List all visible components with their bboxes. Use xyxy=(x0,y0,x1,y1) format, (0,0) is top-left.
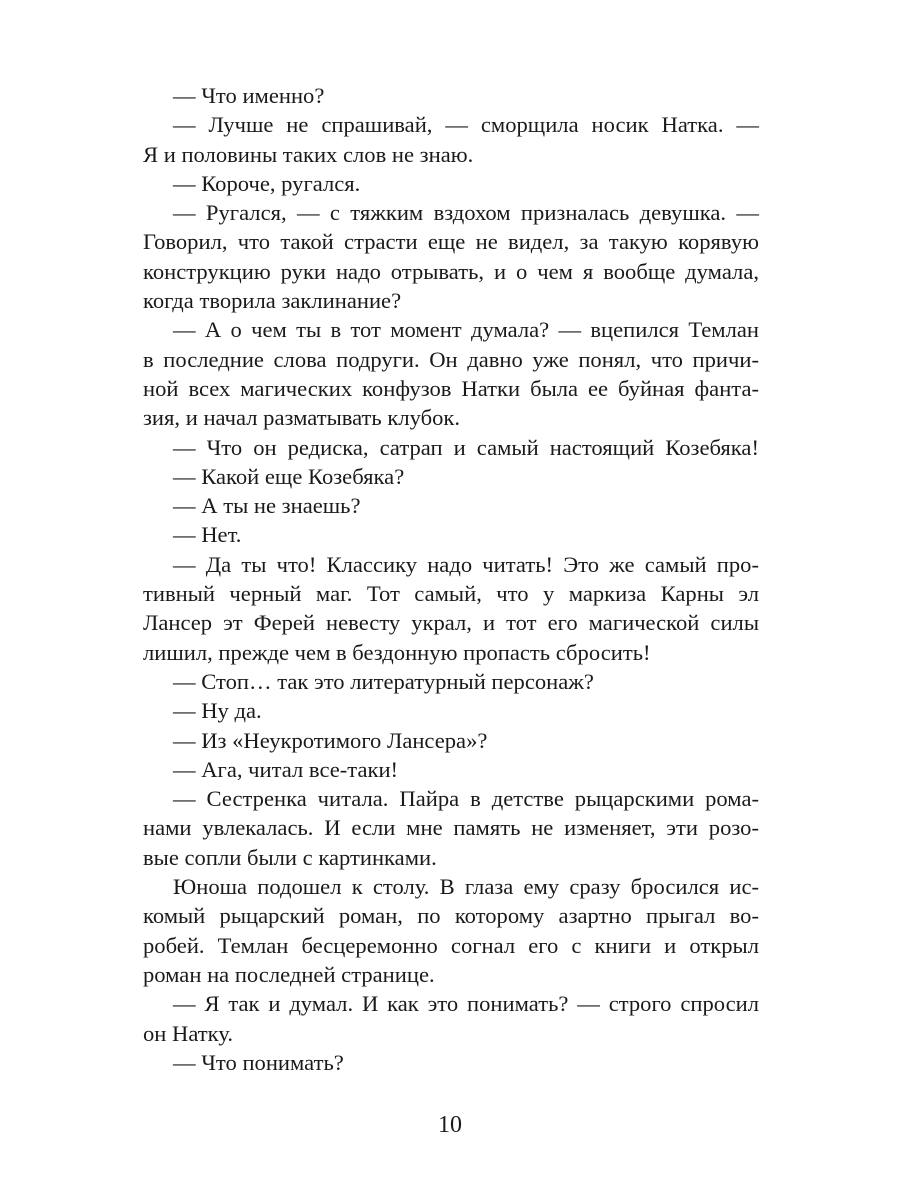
text-line: — Сестренка читала. Пайра в детстве рыцарскими рома- xyxy=(173,786,759,812)
text-line: конструкцию руки надо отрывать, и о чем я вообще думала, xyxy=(143,258,759,284)
text-line: — Что именно? xyxy=(173,83,325,108)
text-line: он Натку. xyxy=(143,1020,234,1046)
text-line: — Из «Неукротимого Лансера»? xyxy=(173,727,488,753)
text-line: — Что он редиска, сатрап и самый настоящий Козебяка! xyxy=(173,434,759,460)
text-line: ной всех магических конфузов Натки была ее буйная фанта- xyxy=(143,375,759,401)
text-line: — Я так и думал. И как это понимать? — строго спросил xyxy=(173,991,759,1017)
page-number: 10 xyxy=(438,1112,462,1138)
text-line: — Ну да. xyxy=(173,698,262,724)
text-line: нами увлекалась. И если мне память не изменяет, эти розо- xyxy=(143,815,759,841)
text-line: Лансер эт Ферей невесту украл, и тот его магической силы xyxy=(143,610,759,636)
text-line: вые сопли были с картинками. xyxy=(143,844,437,870)
text-line: — Стоп… так это литературный персонаж? xyxy=(173,668,594,694)
text-line: Я и половины таких слов не знаю. xyxy=(143,141,474,167)
text-line: лишил, прежде чем в бездонную пропасть сбросить! xyxy=(143,639,651,665)
text-line: в последние слова подруги. Он давно уже понял, что причи- xyxy=(143,346,759,372)
text-line: — Ругался, — с тяжким вздохом призналась девушка. — xyxy=(173,200,759,226)
text-line: зия, и начал разматывать клубок. xyxy=(143,405,461,431)
text-line: — Что понимать? xyxy=(173,1049,344,1075)
text-line: Юноша подошел к столу. В глаза ему сразу бросился ис- xyxy=(173,874,759,900)
text-line: роман на последней странице. xyxy=(143,961,435,987)
text-line: комый рыцарский роман, по которому азартно прыгал во- xyxy=(143,903,759,929)
text-line: Говорил, что такой страсти еще не видел, за такую корявую xyxy=(143,229,759,255)
text-line: — Ага, читал все-таки! xyxy=(173,756,399,782)
text-line: — Да ты что! Классику надо читать! Это же самый про- xyxy=(173,551,759,577)
body-text xyxy=(143,81,759,1077)
text-line: когда творила заклинание? xyxy=(143,288,402,314)
text-line: — Лучше не спрашивай, — сморщила носик Натка. — xyxy=(173,112,759,138)
text-line: — А ты не знаешь? xyxy=(173,493,361,519)
text-line: — Какой еще Козебяка? xyxy=(173,463,405,489)
text-line: — А о чем ты в тот момент думала? — вцепился Темлан xyxy=(173,317,759,343)
text-line: тивный черный маг. Тот самый, что у маркиза Карны эл xyxy=(143,581,759,607)
text-line: — Короче, ругался. xyxy=(173,170,361,196)
text-line: — Нет. xyxy=(173,522,242,548)
text-line: робей. Темлан бесцеремонно согнал его с книги и открыл xyxy=(143,932,759,958)
